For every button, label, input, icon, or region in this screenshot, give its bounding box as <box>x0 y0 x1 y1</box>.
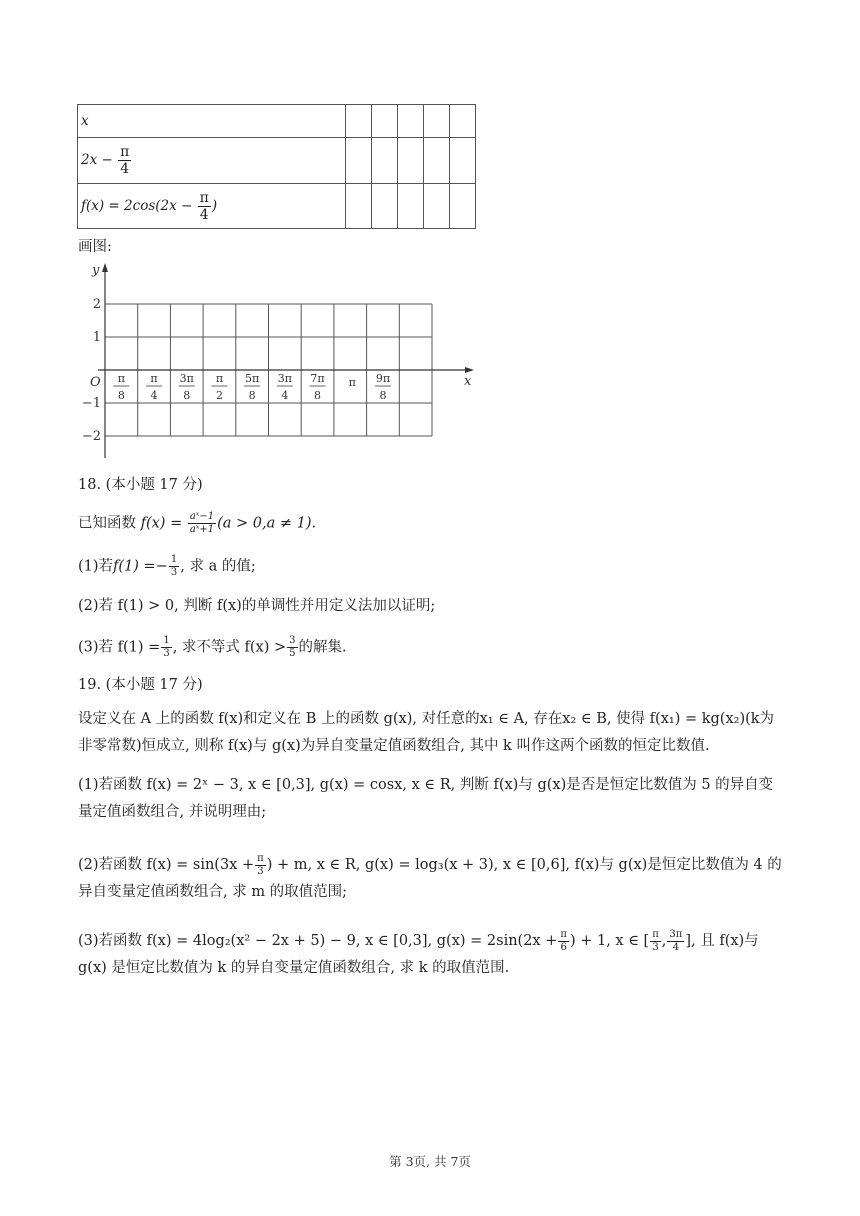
q19-header: 19. (本小题 17 分) <box>78 677 203 693</box>
q19-part2: (2)若函数 f(x) = sin(3x + $\frac{\pi}{3}$ ) + m, x ∈ R, g(x) = log₃(x + 3), x ∈ [0,6], f(x)与 g(x)是恒定比数值为 4 的异自变量定值函数组合, 求 m 的取值范围; <box>78 852 782 900</box>
x-tick-numerator: π <box>215 372 224 385</box>
x-tick-denominator: 8 <box>314 389 322 402</box>
q18-part2: (2)若 f(1) > 0, 判断 f(x)的单调性并用定义法加以证明; <box>78 598 436 614</box>
table-cell <box>398 184 424 229</box>
draw-label: 画图: <box>78 239 112 255</box>
origin-label: O <box>90 375 101 390</box>
table-cell <box>450 138 476 184</box>
row-label: x <box>78 105 346 138</box>
graph-grid <box>76 258 486 464</box>
table-row <box>78 105 476 138</box>
page-footer: 第 3页, 共 7页 <box>389 1154 471 1169</box>
q19-part3: (3)若函数 f(x) = 4log₂(x² − 2x + 5) − 9, x ∈ [0,3], g(x) = 2sin(2x + $\frac{\pi}{6}$ ) + 1, x ∈ [ $\frac{\pi}{3}$ , $\frac{3\pi}{4}$ ], 且 f(x)与 g(x) 是恒定比数值为 k 的异自变量定值函数组合, 求 k 的取值范围. <box>78 928 759 976</box>
q19-part1: (1)若函数 f(x) = 2ˣ − 3, x ∈ [0,3], g(x) = cosx, x ∈ R, 判断 f(x)与 g(x)是否是恒定比数值为 5 的异自变量定值函数组合, 并说明理由; <box>78 777 774 820</box>
x-tick-numerator: π <box>117 372 125 385</box>
table-cell <box>346 138 372 184</box>
table-cell <box>372 105 398 138</box>
row-label: 2x − $\frac{\pi}{4}$ <box>78 138 346 184</box>
row-label: f(x) = 2cos(2x − $\frac{\pi}{4}$ ) <box>78 184 346 229</box>
y-tick-label: 2 <box>92 297 101 312</box>
x-tick-denominator: 8 <box>248 389 256 402</box>
value-table <box>77 104 476 229</box>
table-cell <box>424 138 450 184</box>
q18-part1: (1)若f(1) =− $\frac{1}{3}$ , 求 a 的值; <box>78 554 256 578</box>
x-tick-label: π <box>348 376 356 389</box>
x-tick-denominator: 8 <box>379 389 387 402</box>
y-tick-label: −2 <box>81 429 101 444</box>
table-row <box>78 138 476 184</box>
y-axis-label: y <box>92 263 100 278</box>
table-cell <box>346 184 372 229</box>
x-tick-numerator: π <box>150 372 158 385</box>
q18-header: 18. (本小题 17 分) <box>78 477 203 493</box>
table-cell <box>372 138 398 184</box>
table-cell <box>398 138 424 184</box>
x-tick-denominator: 8 <box>117 389 125 402</box>
table-cell <box>424 105 450 138</box>
q18-intro: 已知函数 f(x) = $\frac{\text{aˣ−1}}{\text{aˣ+1}}$ (a > 0,a ≠ 1). <box>78 511 317 535</box>
x-tick-numerator: 5π <box>245 372 260 385</box>
table-cell <box>450 184 476 229</box>
x-tick-denominator: 2 <box>215 389 223 402</box>
x-tick-numerator: 7π <box>310 372 325 385</box>
y-tick-label: −1 <box>81 396 101 411</box>
x-tick-numerator: 3π <box>179 372 194 385</box>
x-axis-label: x <box>464 374 472 389</box>
q18-part3: (3)若 f(1) = $\frac{1}{3}$ , 求不等式 f(x) > $\frac{3}{5}$ 的解集. <box>78 635 347 659</box>
y-tick-label: 1 <box>92 330 101 345</box>
x-tick-denominator: 4 <box>150 389 158 402</box>
x-tick-numerator: 9π <box>375 372 391 385</box>
x-tick-numerator: 3π <box>277 372 292 385</box>
table-cell <box>450 105 476 138</box>
table-cell <box>424 184 450 229</box>
table-cell <box>372 184 398 229</box>
table-row <box>78 184 476 229</box>
table-cell <box>398 105 424 138</box>
x-tick-denominator: 8 <box>183 389 191 402</box>
x-tick-denominator: 4 <box>281 389 289 402</box>
q19-intro: 设定义在 A 上的函数 f(x)和定义在 B 上的函数 g(x), 对任意的x₁ ∈ A, 存在x₂ ∈ B, 使得 f(x₁) = kg(x₂)(k为非零常数)恒成立, 则称 f(x)与 g(x)为异自变量定值函数组合, 其中 k 叫作这两个函数的恒定比数值. <box>78 711 775 754</box>
table-cell <box>346 105 372 138</box>
